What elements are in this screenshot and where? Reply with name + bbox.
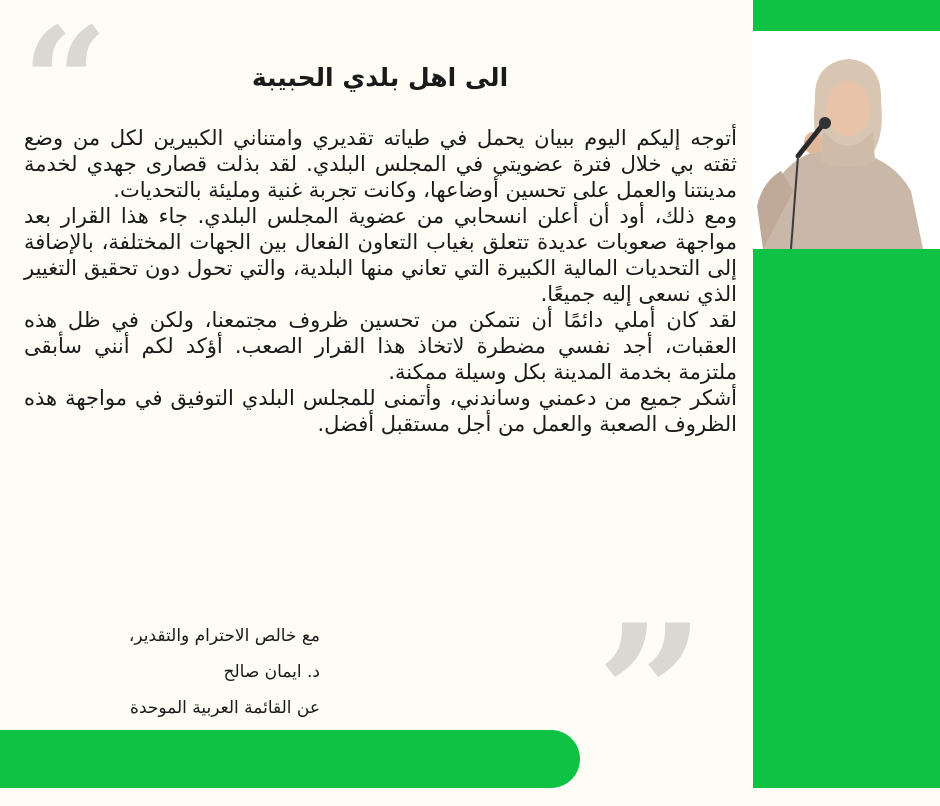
signature-name: د. ايمان صالح	[223, 662, 320, 682]
paragraph: ومع ذلك، أود أن أعلن انسحابي من عضوية المجلس البلدي. جاء هذا القرار بعد مواجهة صعوبات عديدة تتعلق بغياب التعاون الفعال بين الجهات المختلفة، بالإضافة إلى التحديات المالية الكبيرة التي تعاني منها البلدية، والتي تحول دون تحقيق التغيير الذي نسعى إليه جميعًا.	[24, 204, 737, 306]
signature-affiliation: عن القائمة العربية الموحدة	[130, 698, 320, 718]
speaker-photo	[753, 31, 940, 249]
green-bar-bottom	[0, 730, 580, 788]
close-quote-icon: ”	[596, 583, 706, 806]
speaker-icon	[753, 31, 940, 249]
green-bar-top	[753, 0, 940, 31]
paragraph: أتوجه إليكم اليوم ببيان يحمل في طياته تقديري وامتناني الكبيرين لكل من وضع ثقته بي خلال فترة عضويتي في المجلس البلدي. لقد بذلت قصارى جهدي لخدمة مدينتنا والعمل على تحسين أوضاعها، وكانت تجربة غنية ومليئة بالتحديات.	[24, 126, 737, 202]
green-panel-side	[753, 249, 940, 788]
open-quote-icon: “	[22, 0, 109, 171]
paragraph: لقد كان أملي دائمًا أن نتمكن من تحسين ظروف مجتمعنا، ولكن في ظل هذه العقبات، أجد نفسي مضطرة لاتخاذ هذا القرار الصعب. أؤكد لكم أنني سأبقى ملتزمة بخدمة المدينة بكل وسيلة ممكنة.	[24, 308, 737, 384]
page-title: الى اهل بلدي الحبيبة	[251, 63, 509, 92]
statement-body	[24, 125, 737, 437]
paragraph: أشكر جميع من دعمني وساندني، وأتمنى للمجلس البلدي التوفيق في مواجهة هذه الظروف الصعبة والعمل من أجل مستقبل أفضل.	[24, 386, 737, 436]
signature-block	[30, 618, 320, 726]
signature-closing: مع خالص الاحترام والتقدير،	[128, 626, 320, 646]
